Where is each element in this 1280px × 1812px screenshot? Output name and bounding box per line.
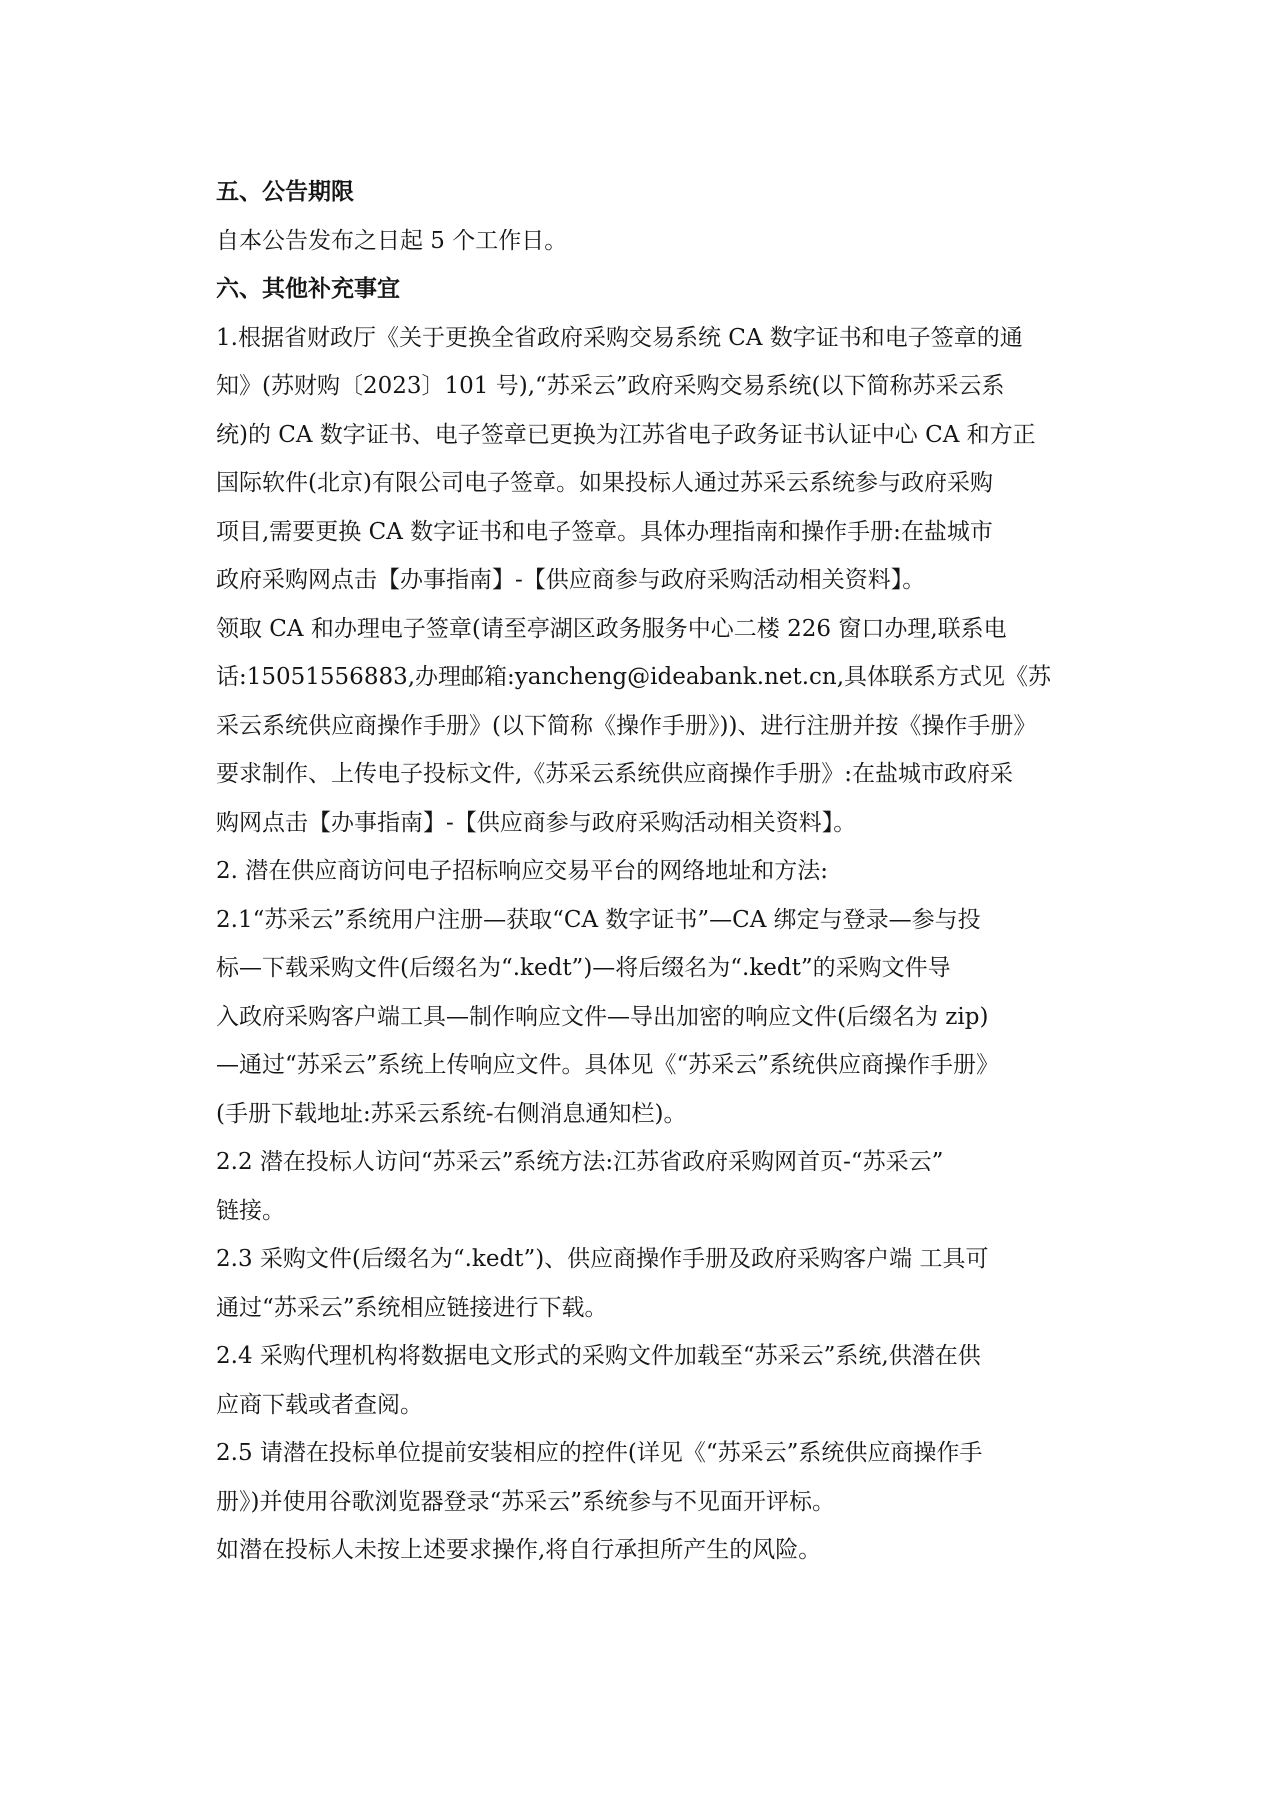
paragraph-line: 1.根据省财政厅《关于更换全省政府采购交易系统 CA 数字证书和电子签章的通 bbox=[216, 324, 1023, 351]
paragraph-line: 2.5 请潜在投标单位提前安装相应的控件(详见《“苏采云”系统供应商操作手 bbox=[216, 1440, 983, 1466]
paragraph-line: 通过“苏采云”系统相应链接进行下载。 bbox=[216, 1294, 608, 1321]
paragraph-line: 2.3 采购文件(后缀名为“.kedt”)、供应商操作手册及政府采购客户端 工具可 bbox=[216, 1246, 989, 1272]
paragraph-line: 2.1“苏采云”系统用户注册—获取“CA 数字证书”—CA 绑定与登录—参与投 bbox=[216, 906, 981, 933]
paragraph-line: 知》(苏财购〔2023〕101 号),“苏采云”政府采购交易系统(以下简称苏采云系 bbox=[216, 373, 1005, 399]
section-heading-other-matters: 六、其他补充事宜 bbox=[216, 276, 400, 302]
paragraph-line: 自本公告发布之日起 5 个工作日。 bbox=[216, 227, 568, 254]
paragraph-line: 话:15051556883,办理邮箱:yancheng@ideabank.net.cn,具体联系方式见《苏 bbox=[216, 664, 1052, 690]
paragraph-line: (手册下载地址:苏采云系统-右侧消息通知栏)。 bbox=[216, 1100, 687, 1127]
section-heading-announcement-period: 五、公告期限 bbox=[216, 179, 354, 205]
paragraph-line: 入政府采购客户端工具—制作响应文件—导出加密的响应文件(后缀名为 zip) bbox=[216, 1003, 989, 1030]
paragraph-line: 国际软件(北京)有限公司电子签章。如果投标人通过苏采云系统参与政府采购 bbox=[216, 470, 993, 496]
paragraph-line: 2. 潜在供应商访问电子招标响应交易平台的网络地址和方法: bbox=[216, 858, 829, 884]
paragraph-line: 采云系统供应商操作手册》(以下简称《操作手册》))、进行注册并按《操作手册》 bbox=[216, 712, 1037, 739]
paragraph-line: 如潜在投标人未按上述要求操作,将自行承担所产生的风险。 bbox=[216, 1537, 822, 1563]
paragraph-line: 2.2 潜在投标人访问“苏采云”系统方法:江苏省政府采购网首页-“苏采云” bbox=[216, 1149, 944, 1175]
paragraph-line: 标—下载采购文件(后缀名为“.kedt”)—将后缀名为“.kedt”的采购文件导 bbox=[216, 955, 951, 981]
paragraph-line: 要求制作、上传电子投标文件,《苏采云系统供应商操作手册》:在盐城市政府采 bbox=[216, 761, 1014, 787]
document-body bbox=[216, 168, 1086, 1575]
paragraph-line: —通过“苏采云”系统上传响应文件。具体见《“苏采云”系统供应商操作手册》 bbox=[216, 1052, 1000, 1078]
paragraph-line: 领取 CA 和办理电子签章(请至亭湖区政务服务中心二楼 226 窗口办理,联系电 bbox=[216, 615, 1007, 642]
paragraph-line: 统)的 CA 数字证书、电子签章已更换为江苏省电子政务证书认证中心 CA 和方正 bbox=[216, 421, 1036, 448]
paragraph-line: 应商下载或者查阅。 bbox=[216, 1391, 423, 1418]
paragraph-line: 购网点击【办事指南】-【供应商参与政府采购活动相关资料】。 bbox=[216, 809, 857, 836]
paragraph-line: 链接。 bbox=[216, 1197, 285, 1224]
paragraph-line: 册》)并使用谷歌浏览器登录“苏采云”系统参与不见面开评标。 bbox=[216, 1488, 835, 1515]
paragraph-line: 政府采购网点击【办事指南】-【供应商参与政府采购活动相关资料】。 bbox=[216, 567, 926, 593]
paragraph-line: 2.4 采购代理机构将数据电文形式的采购文件加载至“苏采云”系统,供潜在供 bbox=[216, 1343, 981, 1369]
paragraph-line: 项目,需要更换 CA 数字证书和电子签章。具体办理指南和操作手册:在盐城市 bbox=[216, 518, 993, 545]
